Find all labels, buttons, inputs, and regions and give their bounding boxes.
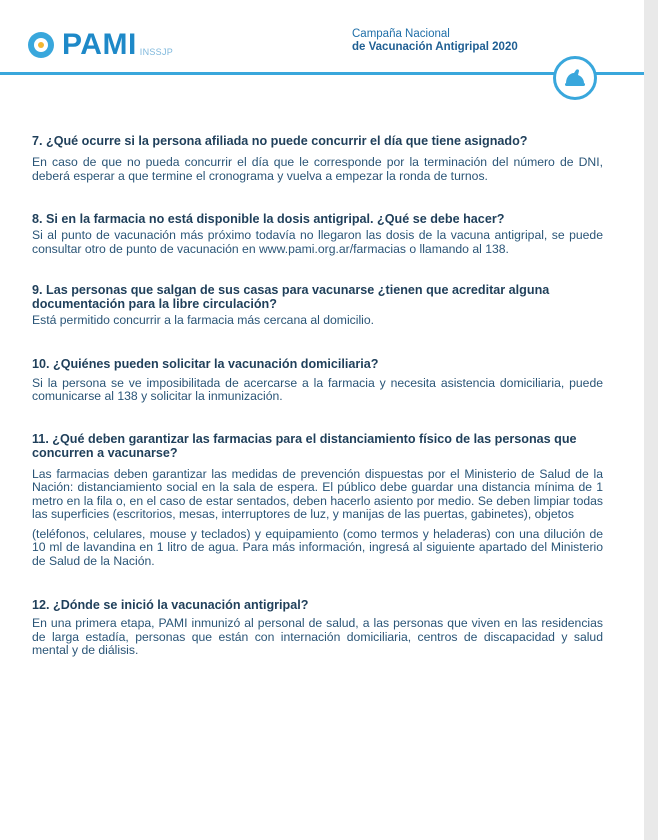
faq-answer: Las farmacias deben garantizar las medidas de prevención dispuestas por el Ministerio de Salud de la Nación: distanciamiento social en la sala de espera. El público debe guardar una distancia mínima de 1 metro en la fila o, en el caso de estar sentados, deben hacerlo asiento por medio. Se deben limpiar todas las superficies (escritorios, mesas, interruptores de luz, y manijas de las puertas, gabinetes), objetos — [32, 466, 603, 521]
faq-question: 10. ¿Quiénes pueden solicitar la vacunación domiciliaria? — [32, 356, 379, 371]
page-header — [0, 0, 644, 110]
faq-answer: Está permitido concurrir a la farmacia más cercana al domicilio. — [32, 313, 375, 327]
faq-question: 9. Las personas que salgan de sus casas para vacunarse ¿tienen que acreditar alguna documentación para la libre circulación? — [32, 283, 550, 311]
flexed-arm-icon — [553, 56, 597, 100]
pami-logo — [28, 30, 173, 60]
header-rule — [0, 72, 644, 75]
faq-question: 8. Si en la farmacia no está disponible la dosis antigripal. ¿Qué se debe hacer? — [32, 212, 505, 226]
faq-answer: Si al punto de vacunación más próximo todavía no llegaron las dosis de la vacuna antigripal, se puede consultar otro de punto de vacunación en www.pami.org.ar/farmacias o llamando al 138. — [32, 228, 603, 256]
faq-answer: Si la persona se ve imposibilitada de acercarse a la farmacia y necesita asistencia domiciliaria, puede comunicarse al 138 y solicitar la inmunización. — [32, 375, 603, 403]
faq-answer: En una primera etapa, PAMI inmunizó al personal de salud, a las personas que viven en las residencias de larga estadía, personas que están con internación domiciliaria, centros de discapacidad y salud mental y de diálisis. — [32, 616, 603, 657]
campaign-title — [352, 28, 518, 54]
faq-question: 11. ¿Qué deben garantizar las farmacias para el distanciamiento físico de las personas que concurren a vacunarse? — [32, 431, 577, 460]
logo-wordmark: PAMI — [62, 28, 137, 61]
faq-question: 12. ¿Dónde se inició la vacunación antigripal? — [32, 598, 309, 612]
faq-answer: En caso de que no pueda concurrir el día que le corresponde por la terminación del número de DNI, deberá esperar a que termine el cronograma y vuelva a empezar la ronda de turnos. — [32, 155, 603, 183]
faq-item-8 — [32, 212, 603, 256]
faq-content — [32, 134, 603, 658]
faq-answer-continued: (teléfonos, celulares, mouse y teclados) y equipamiento (como termos y heladeras) con una dilución de 10 ml de lavandina en 1 litro de agua. Para más información, ingresá al siguiente apartado del Ministerio de Salud de la Nación. — [32, 526, 603, 568]
faq-item-12 — [32, 598, 603, 658]
campaign-line-2: de Vacunación Antigripal 2020 — [352, 41, 518, 53]
faq-item-7 — [32, 134, 603, 183]
logo-subtitle: INSSJP — [139, 47, 174, 57]
faq-question: 7. ¿Qué ocurre si la persona afiliada no puede concurrir el día que tiene asignado? — [32, 134, 528, 148]
faq-item-9 — [32, 283, 603, 328]
pami-logo-icon — [28, 32, 54, 58]
faq-item-11 — [32, 432, 603, 569]
page-edge-shadow — [644, 0, 658, 840]
campaign-line-1: Campaña Nacional — [352, 28, 450, 40]
faq-item-10 — [32, 357, 603, 404]
